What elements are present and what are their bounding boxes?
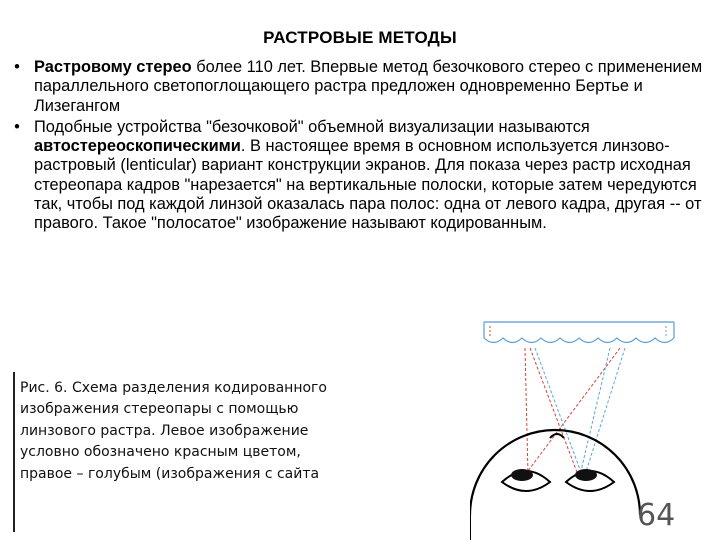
bullet-marker: •: [14, 117, 20, 136]
bullet-item: [8, 118, 716, 234]
bullet-text: [34, 58, 702, 115]
bullet-item: [8, 58, 716, 116]
bullet-text-run: Подобные устройства "безочковой" объемной визуализации называются: [34, 117, 590, 136]
red-ray: [525, 348, 620, 475]
figure-caption: [20, 378, 372, 485]
lens-scallops: [484, 338, 674, 343]
bullet-text-run: . В настоящее время в основном используется линзово-растровый (lenticular) вариант конструкции экранов. Для показа через растр исходная стереопара кадров "нарезается" на вертикальные полоски, которые затем чередуются так, чтобы под каждой линзой оказалась пара полос: одна от левого кадра, другая -- от правого. Такое "полосатое" изображение называют кодированным.: [34, 137, 702, 233]
caption-border: [13, 372, 15, 532]
blue-ray: [535, 348, 582, 475]
caption-line: Рис. 6. Схема разделения кодированного: [20, 380, 327, 396]
nose: [550, 434, 564, 438]
page-number: 64: [637, 498, 676, 533]
head-outline: [470, 430, 640, 515]
caption-line: линзового растра. Левое изображение: [20, 422, 309, 439]
blue-ray: [585, 348, 625, 475]
slide-title: РАСТРОВЫЕ МЕТОДЫ: [263, 28, 457, 47]
caption-line: изображения стереопары с помощью: [20, 401, 299, 418]
red-ray: [530, 348, 578, 475]
bullet-text: [34, 118, 701, 232]
bullet-marker: •: [14, 58, 20, 76]
bullet-bold-run: автостереоскопическими: [34, 137, 241, 156]
lens-raster: [484, 322, 674, 343]
caption-line: правое – голубым (изображения с сайта: [20, 465, 320, 482]
red-ray: [525, 348, 528, 475]
light-rays: [525, 348, 625, 475]
bullet-text-run: более 110 лет. Впервые метод безочкового стерео с применением параллельного светопоглощающего растра предложен одновременно Бертье и Лизегангом: [34, 58, 703, 115]
right-eye: [566, 469, 614, 491]
left-eye: [502, 469, 550, 491]
caption-line: условно обозначено красным цветом,: [20, 444, 301, 461]
viewer-head: [470, 430, 640, 540]
bullet-list: [8, 58, 716, 236]
bullet-bold-run: Растровому стерео: [34, 58, 192, 76]
